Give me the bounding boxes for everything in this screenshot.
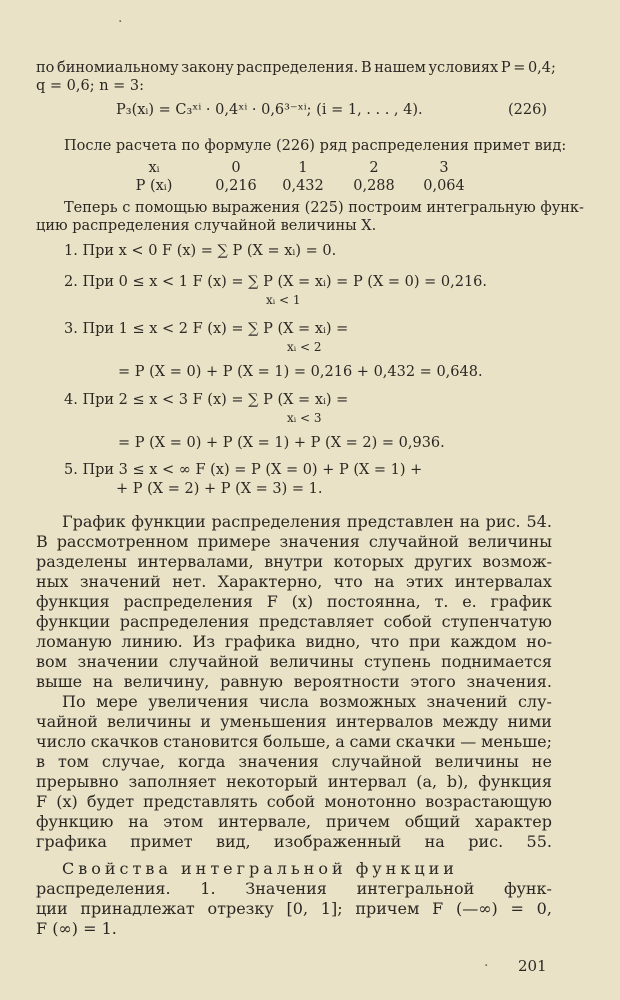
paragraph-line: F (∞) = 1. [36,919,117,938]
paragraph-line: вом значении случайной величины ступень поднимается [36,652,552,671]
paragraph-line: число скачков становится больше, а сами скачки — меньше; [36,732,552,751]
intro-line-1: Теперь с помощью выражения (225) построим интегральную функ- [64,200,584,216]
step-3-subscript: xᵢ < 2 [287,340,322,354]
table-cell: P (xᵢ) [135,178,173,194]
intro-line-2: цию распределения случайной величины X. [36,218,377,234]
table-cell: 1 [298,160,308,176]
step-1: 1. При x < 0 F (x) = ∑ P (X = xᵢ) = 0. [64,243,337,259]
table-cell: 0,288 [353,178,395,194]
paragraph-line: По мере увеличения числа возможных значений слу- [62,692,552,711]
paragraph-line: распределения. 1. Значения интегральной функ- [36,879,552,898]
table-cell: 2 [369,160,379,176]
step-4-subscript: xᵢ < 3 [287,411,322,425]
paragraph-line: График функции распределения представлен на рис. 54. [62,512,552,531]
step-2-subscript: xᵢ < 1 [266,293,301,307]
paragraph-line: функцию на этом интервале, причем общий характер [36,812,552,831]
speck-mark: · [118,14,123,30]
speck-mark: · [484,958,489,974]
paragraph-line: ции принадлежат отрезку [0, 1]; причем F (—∞) = 0, [36,899,552,918]
step-3-continuation: = P (X = 0) + P (X = 1) = 0,216 + 0,432 = 0,648. [118,364,483,380]
paragraph-line: F (x) будет представлять собой монотонно возрастающую [36,792,552,811]
after-calc-sentence: После расчета по формуле (226) ряд распределения примет вид: [64,138,567,154]
table-cell: 0,064 [423,178,465,194]
table-cell: 0,216 [215,178,257,194]
paragraph-line: прерывно заполняет некоторый интервал (a, b), функция [36,772,552,791]
step-5-continuation: + P (X = 2) + P (X = 3) = 1. [116,481,323,497]
table-cell: 3 [439,160,449,176]
paragraph-line: чайной величины и уменьшения интервалов между ними [36,712,552,731]
table-cell: 0 [231,160,241,176]
paragraph-line: разделены интервалами, внутри которых других возмож- [36,552,552,571]
table-cell: xᵢ [148,160,160,176]
paragraph-line: выше на величину, равную вероятности этого значения. [36,672,552,691]
properties-heading: Свойства интегральной функции [62,859,458,878]
paragraph-line: графика примет вид, изображенный на рис. 55. [36,832,552,851]
formula-226: P₃(xᵢ) = C₃ˣⁱ · 0,4ˣⁱ · 0,6³⁻ˣⁱ; (i = 1, . . . , 4). [116,102,423,118]
paragraph-line: В рассмотренном примере значения случайной величины [36,532,552,551]
top-text-line-1: по биномиальному закону распределения. В нашем условиях P = 0,4; [36,60,556,76]
step-4-continuation: = P (X = 0) + P (X = 1) + P (X = 2) = 0,936. [118,435,445,451]
step-5: 5. При 3 ≤ x < ∞ F (x) = P (X = 0) + P (X = 1) + [64,462,423,478]
formula-226-number: (226) [508,102,547,118]
paragraph-line: в том случае, когда значения случайной величины не [36,752,552,771]
step-2: 2. При 0 ≤ x < 1 F (x) = ∑ P (X = xᵢ) = P (X = 0) = 0,216. [64,274,488,290]
distribution-table [0,160,620,200]
step-3: 3. При 1 ≤ x < 2 F (x) = ∑ P (X = xᵢ) = [64,321,349,337]
page-number: 201 [518,957,547,975]
paragraph-line: ломаную линию. Из графика видно, что при каждом но- [36,632,552,651]
paragraph-line: функция распределения F (x) постоянна, т. е. график [36,592,552,611]
step-4: 4. При 2 ≤ x < 3 F (x) = ∑ P (X = xᵢ) = [64,392,349,408]
top-text-line-2: q = 0,6; n = 3: [36,78,145,94]
paragraph-line: ных значений нет. Характерно, что на этих интервалах [36,572,552,591]
paragraph-line: функции распределения представляет собой ступенчатую [36,612,552,631]
table-cell: 0,432 [282,178,324,194]
